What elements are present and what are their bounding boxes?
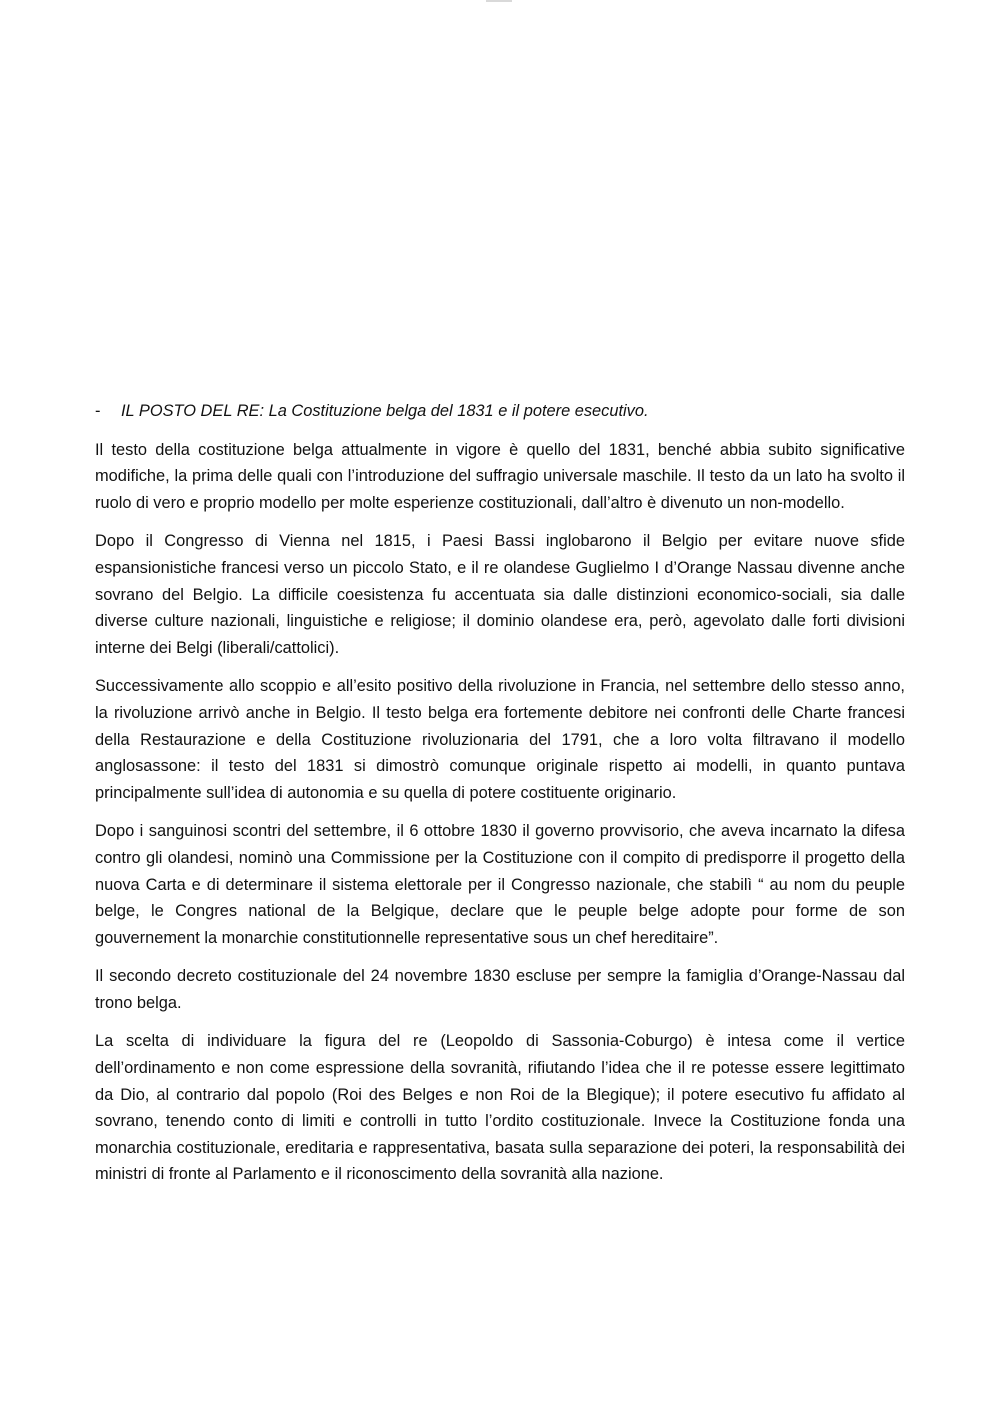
document-body xyxy=(95,398,905,1200)
paragraph-1: Il testo della costituzione belga attualmente in vigore è quello del 1831, benché abbia subito significative modifiche, la prima delle quali con l’introduzione del suffragio universale maschile. Il testo da un lato ha svolto il ruolo di vero e proprio modello per molte esperienze costituzionali, dall’altro è divenuto un non-modello. xyxy=(95,440,905,512)
paragraph-6: La scelta di individuare la figura del re (Leopoldo di Sassonia-Coburgo) è intesa come il vertice dell’ordinamento e non come espressione della sovranità, rifiutando l’idea che il re potesse essere legittimato da Dio, al contrario dal popolo (Roi des Belges e non Roi de la Blegique); il potere esecutivo fu affidato al sovrano, tenendo conto di limiti e controlli in tutto l’ordito costituzionale. Invece la Costituzione fonda una monarchia costituzionale, ereditaria e rappresentativa, basata sulla separazione dei poteri, la responsabilità dei ministri di fronte al Parlamento e il riconoscimento della sovranità alla nazione. xyxy=(95,1032,905,1184)
paragraph-3: Successivamente allo scoppio e all’esito positivo della rivoluzione in Francia, nel settembre dello stesso anno, la rivoluzione arrivò anche in Belgio. Il testo belga era fortemente debitore nei confronti delle Charte francesi della Restaurazione e della Costituzione rivoluzionaria del 1791, che a loro volta filtravano il modello anglosassone: il testo del 1831 si dimostrò comunque originale rispetto ai modelli, in quanto puntava principalmente sull’idea di autonomia e su quella di potere costituente originario. xyxy=(95,677,905,802)
paragraph-2: Dopo il Congresso di Vienna nel 1815, i Paesi Bassi inglobarono il Belgio per evitare nuove sfide espansionistiche francesi verso un piccolo Stato, e il re olandese Guglielmo I d’Orange Nassau divenne anche sovrano del Belgio. La difficile coesistenza fu accentuata sia dalle distinzioni economico-sociali, sia dalle diverse culture nazionali, linguistiche e religiose; il dominio olandese era, però, agevolato dalle forti divisioni interne dei Belgi (liberali/cattolici). xyxy=(95,532,905,657)
section-heading xyxy=(95,398,905,425)
paragraph-5: Il secondo decreto costituzionale del 24 novembre 1830 escluse per sempre la famiglia d’Orange-Nassau dal trono belga. xyxy=(95,967,905,1012)
header-mark xyxy=(486,0,512,2)
paragraph-4: Dopo i sanguinosi scontri del settembre, il 6 ottobre 1830 il governo provvisorio, che aveva incarnato la difesa contro gli olandesi, nominò una Commissione per la Costituzione con il compito di predisporre il progetto della nuova Carta e di determinare il sistema elettorale per il Congresso nazionale, che stabilì “ au nom du peuple belge, le Congres national de la Belgique, declare que le peuple belge adopte pour forme de son gouvernement la monarchie constitutionnelle representative sous un chef hereditaire”. xyxy=(95,822,905,947)
heading-text: IL POSTO DEL RE: La Costituzione belga del 1831 e il potere esecutivo. xyxy=(121,402,649,420)
heading-bullet: - xyxy=(95,402,101,420)
